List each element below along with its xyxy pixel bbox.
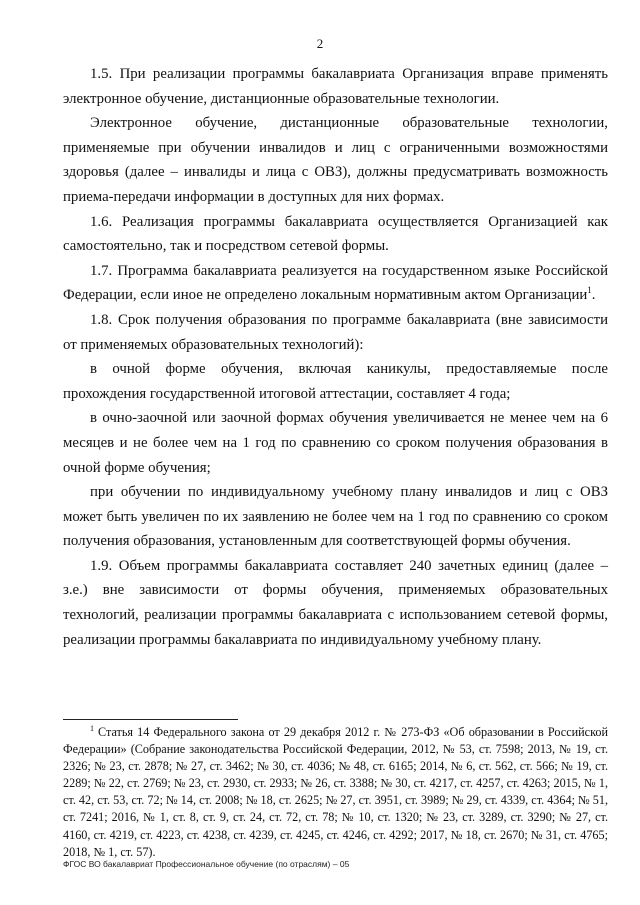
paragraph-part-time: в очно-заочной или заочной формах обучения увеличивается не менее чем на 6 месяцев и не более чем на 1 год по сравнению со сроком получения образования в очной форме обучения; bbox=[63, 410, 608, 476]
body-text bbox=[63, 62, 608, 652]
page-number: 2 bbox=[316, 36, 324, 51]
paragraph-individual-plan: при обучении по индивидуальному учебному плану инвалидов и лиц с ОВЗ может быть увеличен по их заявлению не более чем на 1 год по сравнению со сроком получения образования, установленным для соответствующей формы обучения. bbox=[63, 484, 608, 550]
paragraph-1-6: 1.6. Реализация программы бакалавриата осуществляется Организацией как самостоятельно, так и посредством сетевой формы. bbox=[63, 213, 608, 255]
paragraph-1-8: 1.8. Срок получения образования по программе бакалавриата (вне зависимости от применяемых образовательных технологий): bbox=[63, 311, 608, 353]
paragraph-full-time: в очной форме обучения, включая каникулы, предоставляемые после прохождения государственной итоговой аттестации, составляет 4 года; bbox=[63, 361, 608, 402]
running-footer: ФГОС ВО бакалавриат Профессиональное обучение (по отраслям) – 05 bbox=[63, 859, 350, 869]
footnote-text: Статья 14 Федерального закона от 29 декабря 2012 г. № 273-ФЗ «Об образовании в Российской Федерации» (Собрание законодательства Российской Федерации, 2012, № 53, ст. 7598; 2013, № 19, ст. 2326; № 23, ст. 2878; № 27, ст. 3462; № 30, ст. 4036; № 48, ст. 6165; 2014, № 6, ст. 562, ст. 566; № 19, ст. 2289; № 22, ст. 2769; № 23, ст. 2930, ст. 2933; № 26, ст. 3388; № 30, ст. 4217, ст. 4257, ст. 4263; 2015, № 1, ст. 42, ст. 53, ст. 72; № 14, ст. 2008; № 18, ст. 2625; № 27, ст. 3951, ст. 3989; № 29, ст. 4339, ст. 4364; № 51, ст. 7241; 2016, № 1, ст. 8, ст. 9, ст. 24, ст. 72, ст. 78; № 10, ст. 1320; № 23, ст. 3289, ст. 3290; № 27, ст. 4160, ст. 4219, ст. 4223, ст. 4238, ст. 4239, ст. 4245, ст. 4246, ст. 4292; 2017, № 18, ст. 2670; № 31, ст. 4765; 2018, № 1, ст. 57). bbox=[63, 725, 608, 859]
footnote-reference[interactable]: 1 bbox=[587, 285, 592, 296]
paragraph-1-7 bbox=[63, 259, 608, 308]
footnote-mark: 1 bbox=[90, 723, 94, 733]
footnote bbox=[63, 724, 608, 861]
paragraph-1-7-period: . bbox=[591, 287, 596, 304]
footnote-divider bbox=[63, 719, 238, 720]
paragraph-1-9: 1.9. Объем программы бакалавриата составляет 240 зачетных единиц (далее – з.е.) вне зависимости от формы обучения, применяемых образовательных технологий, реализации программы бакалавриата с использованием сетевой формы, реализации программы бакалавриата по индивидуальному учебному плану. bbox=[63, 557, 608, 648]
paragraph-1-5: 1.5. При реализации программы бакалавриата Организация вправе применять электронное обучение, дистанционные образовательные технологии. bbox=[63, 66, 608, 107]
paragraph-1-7-text: 1.7. Программа бакалавриата реализуется на государственном языке Российской Федерации, если иное не определено локальным нормативным актом Организации bbox=[63, 262, 608, 304]
paragraph-e-learning: Электронное обучение, дистанционные образовательные технологии, применяемые при обучении инвалидов и лиц с ограниченными возможностями здоровья (далее – инвалиды и лица с ОВЗ), должны предусматривать возможность приема-передачи информации в доступных для них формах. bbox=[63, 115, 608, 205]
